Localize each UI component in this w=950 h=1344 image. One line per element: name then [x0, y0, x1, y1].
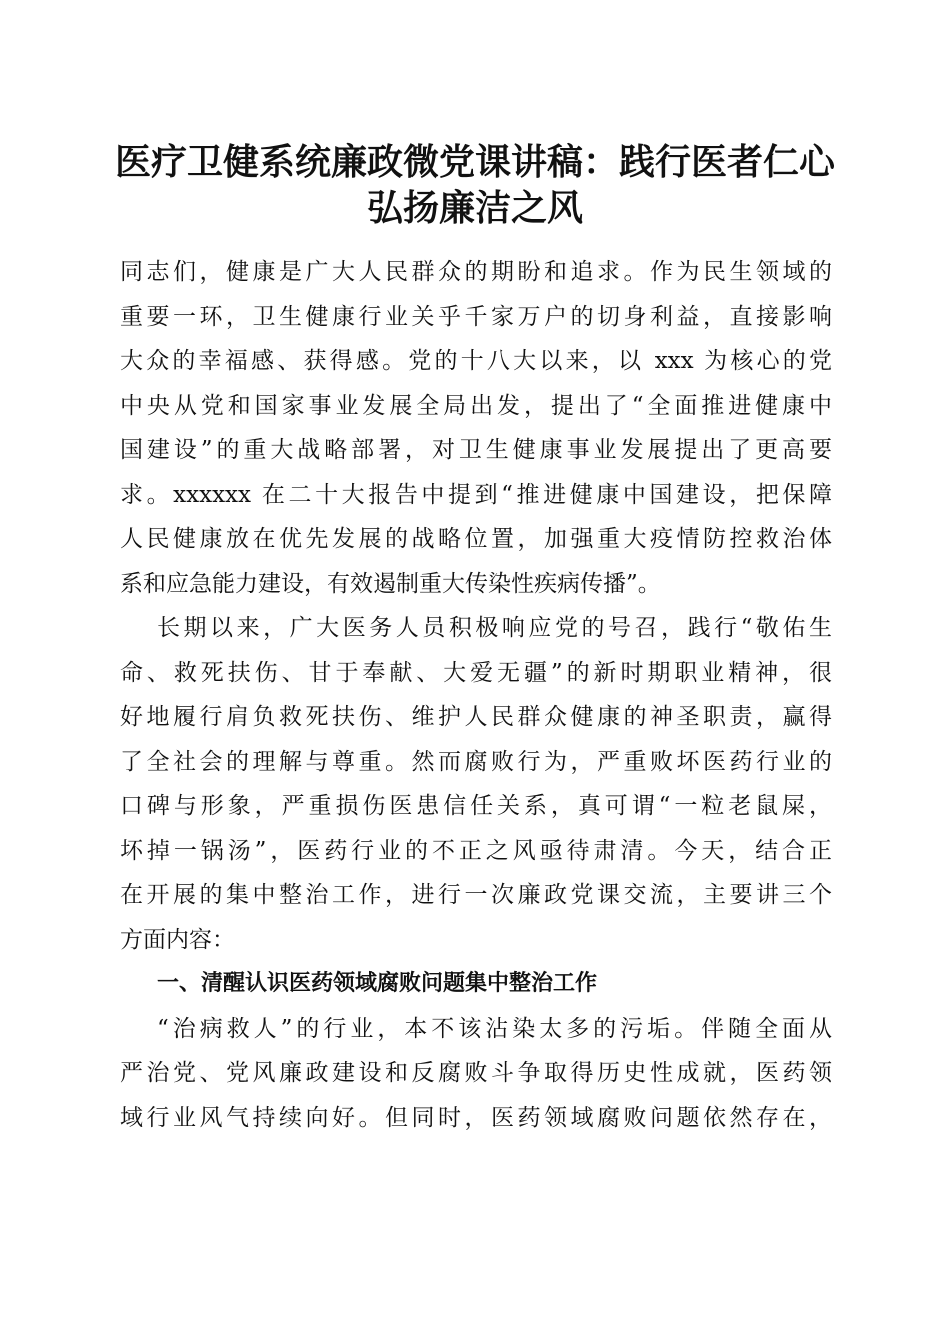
document-body — [120, 250, 832, 1140]
paragraph-line: 坏掉一锅汤”，医药行业的不正之风亟待肃清。今天，结合正 — [120, 837, 832, 864]
paragraph-line: 口碑与形象，严重损伤医患信任关系，真可谓“一粒老鼠屎， — [120, 793, 832, 819]
paragraph-line: 在开展的集中整治工作，进行一次廉政党课交流，主要讲三个 — [120, 882, 832, 908]
paragraph-line: 同志们，健康是广大人民群众的期盼和追求。作为民生领域的 — [120, 259, 832, 285]
paragraph-line: 系和应急能力建设，有效遏制重大传染性疾病传播”。 — [120, 570, 661, 597]
document-title-line-2: 弘扬廉洁之风 — [366, 187, 583, 229]
paragraph-line: 重要一环，卫生健康行业关乎千家万户的切身利益，直接影响 — [120, 303, 832, 330]
paragraph-2 — [120, 606, 832, 962]
paragraph-3 — [120, 1007, 832, 1141]
paragraph-line: 了全社会的理解与尊重。然而腐败行为，严重败坏医药行业的 — [120, 748, 832, 775]
paragraph-line: 人民健康放在优先发展的战略位置，加强重大疫情防控救治体 — [120, 526, 832, 552]
paragraph-line: 求。xxxxxx 在二十大报告中提到“推进健康中国建设，把保障 — [120, 481, 832, 508]
paragraph-line: 中央从党和国家事业发展全局出发，提出了“全面推进健康中 — [120, 392, 832, 419]
paragraph-line: 长期以来，广大医务人员积极响应党的号召，践行“敬佑生 — [157, 615, 832, 641]
paragraph-line: 好地履行肩负救死扶伤、维护人民群众健康的神圣职责，赢得 — [120, 704, 832, 730]
paragraph-line: 方面内容： — [120, 926, 235, 953]
paragraph-line: 域行业风气持续向好。但同时，医药领域腐败问题依然存在， — [120, 1104, 832, 1131]
paragraph-line: 国建设”的重大战略部署，对卫生健康事业发展提出了更高要 — [120, 437, 832, 463]
document-title-line-1: 医疗卫健系统廉政微党课讲稿：践行医者仁心 — [114, 141, 835, 183]
section-heading-1: 一、清醒认识医药领域腐败问题集中整治工作 — [157, 971, 598, 996]
paragraph-1 — [120, 250, 832, 606]
paragraph-line: “治病救人”的行业，本不该沾染太多的污垢。伴随全面从 — [157, 1015, 832, 1042]
paragraph-line: 大众的幸福感、获得感。党的十八大以来，以 xxx 为核心的党 — [120, 348, 832, 374]
paragraph-line: 命、救死扶伤、甘于奉献、大爱无疆”的新时期职业精神，很 — [120, 659, 832, 686]
paragraph-line: 严治党、党风廉政建设和反腐败斗争取得历史性成就，医药领 — [120, 1060, 832, 1086]
